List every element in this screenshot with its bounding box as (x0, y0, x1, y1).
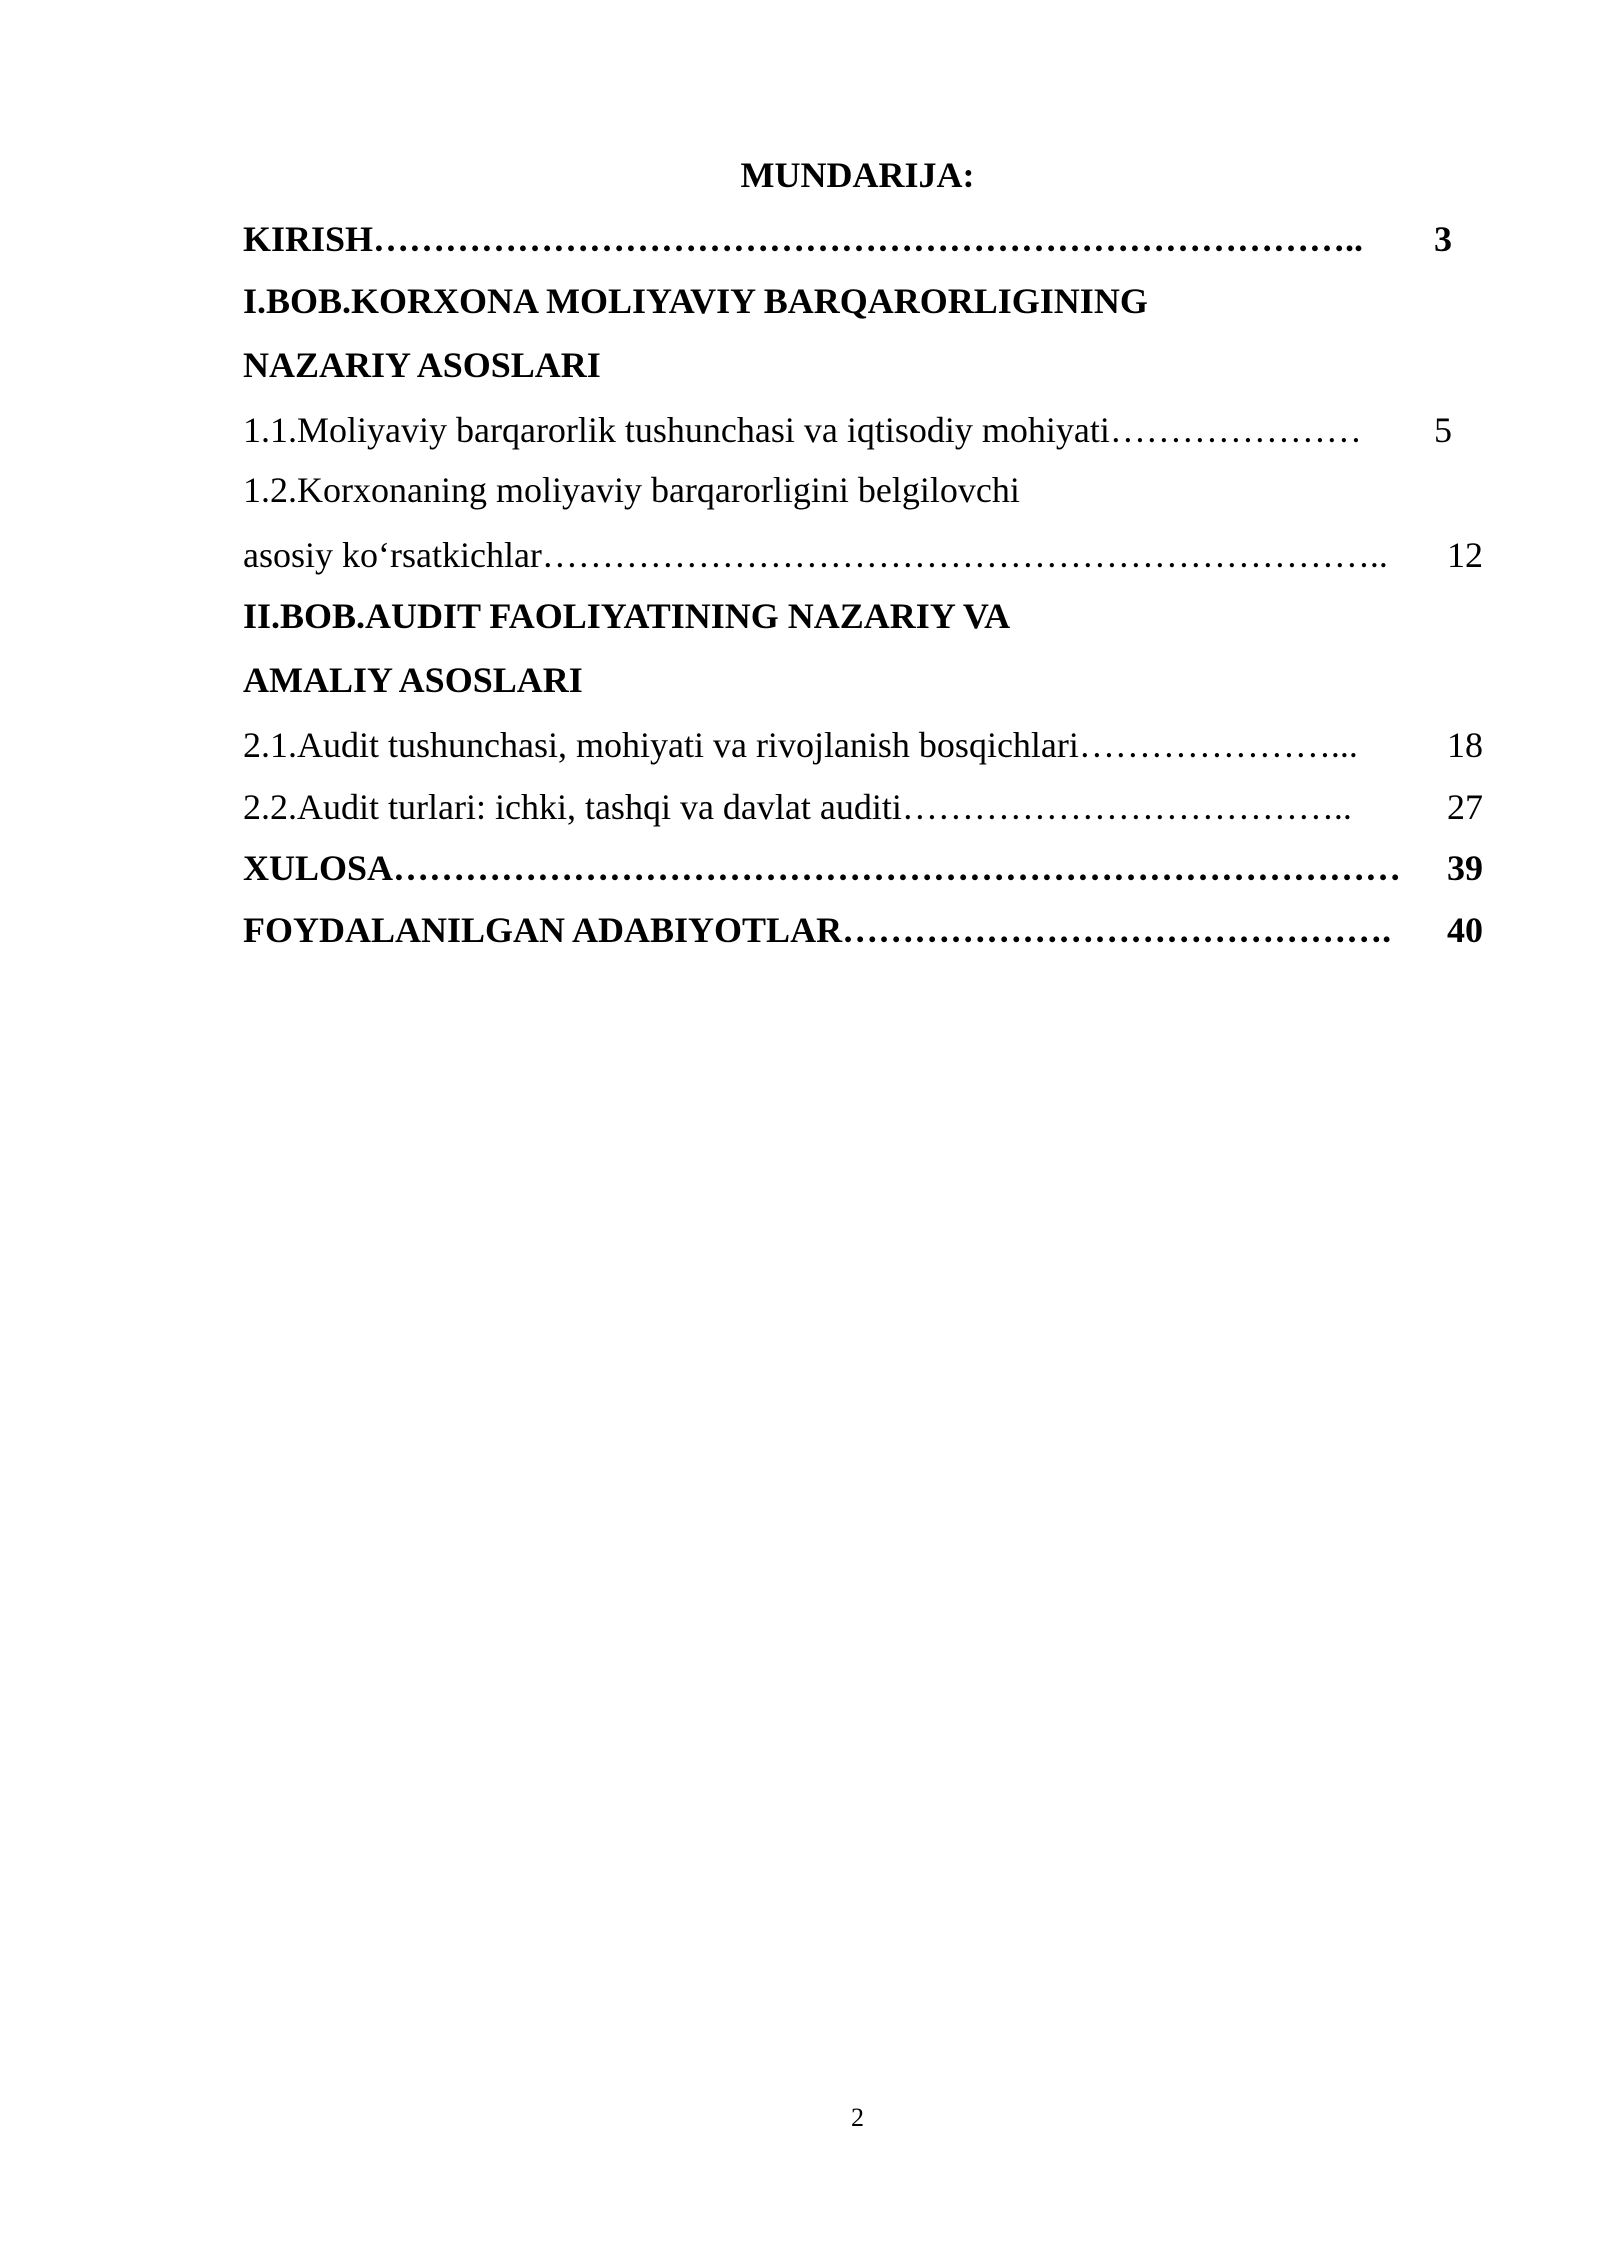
toc-entry-page: 27 (1447, 787, 1483, 827)
toc-entry-page: 40 (1447, 910, 1483, 950)
toc-entry-chapter2-title-line1 (243, 591, 1483, 641)
toc-entry-xulosa (243, 843, 1483, 893)
toc-entry-section-1-2-line2 (243, 530, 1483, 580)
toc-entry-text: 2.1.Audit tushunchasi, mohiyati va rivojlanish bosqichlari…………………... (243, 725, 1358, 765)
toc-entry-text: XULOSA………………………………………………………………………… (243, 848, 1402, 888)
toc-entry-chapter2-title-line2 (243, 655, 1483, 705)
toc-entry-section-2-1 (243, 720, 1483, 770)
toc-heading: MUNDARIJA: (740, 155, 975, 195)
toc-entry-section-2-2 (243, 782, 1483, 832)
toc-entry-bibliography (243, 905, 1483, 955)
toc-entry-text: AMALIY ASOSLARI (243, 660, 583, 700)
toc-entry-chapter1-title-line2 (243, 340, 1483, 390)
toc-entry-text: 2.2.Audit turlari: ichki, tashqi va davlat auditi……………………………….. (243, 787, 1352, 827)
toc-entry-page: 3 (1434, 219, 1452, 259)
toc-entry-page: 39 (1447, 848, 1483, 888)
toc-entry-kirish (243, 214, 1483, 264)
toc-entry-text: 1.2.Korxonaning moliyaviy barqarorligini belgilovchi (243, 470, 1020, 510)
toc-entry-section-1-2-line1 (243, 465, 1483, 515)
page-number: 2 (851, 2103, 864, 2132)
toc-entry-text: II.BOB.AUDIT FAOLIYATINING NAZARIY VA (243, 596, 1011, 636)
toc-entry-text: 1.1.Moliyaviy barqarorlik tushunchasi va iqtisodiy mohiyati………………… (243, 410, 1362, 450)
toc-entry-text: asosiy ko‘rsatkichlar…………………………………………………………….. (243, 535, 1388, 575)
toc-entry-page: 18 (1447, 725, 1483, 765)
toc-entry-text: NAZARIY ASOSLARI (243, 345, 601, 385)
toc-entry-chapter1-title-line1 (243, 276, 1483, 326)
toc-entry-text: FOYDALANILGAN ADABIYOTLAR………………………………………. (243, 910, 1392, 950)
toc-entry-page: 12 (1447, 535, 1483, 575)
toc-entry-page: 5 (1434, 410, 1452, 450)
toc-entry-text: KIRISH……………………………………………………………………….. (243, 219, 1364, 259)
toc-entry-text: I.BOB.KORXONA MOLIYAVIY BARQARORLIGINING (243, 281, 1148, 321)
toc-entry-section-1-1 (243, 405, 1483, 455)
